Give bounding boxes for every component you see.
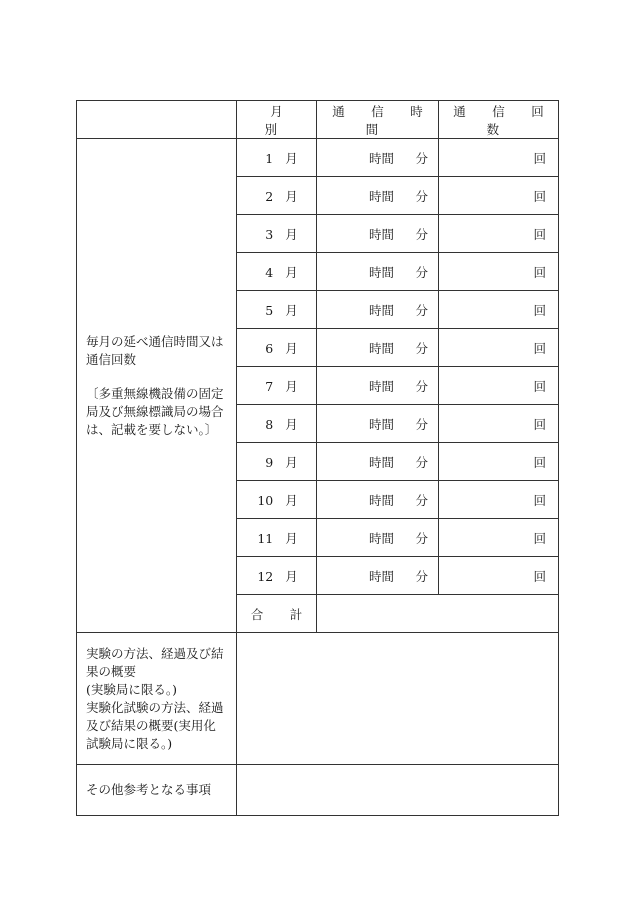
time-cell[interactable] (317, 177, 439, 215)
time-cell[interactable] (317, 557, 439, 595)
count-cell[interactable]: 回 (439, 481, 559, 519)
hours-unit: 時間 (368, 416, 394, 432)
month-cell (237, 481, 317, 519)
month-unit: 月 (285, 226, 298, 242)
header-time: 通 信 時 間 (317, 101, 439, 139)
month-unit: 月 (285, 302, 298, 318)
count-cell[interactable]: 回 (439, 329, 559, 367)
experiment-label-line1: 実験の方法、経過及び結果の概要 (86, 645, 224, 679)
month-cell (237, 215, 317, 253)
month-cell (237, 367, 317, 405)
minutes-unit: 分 (415, 188, 428, 204)
hours-unit: 時間 (368, 226, 394, 242)
time-cell[interactable] (317, 329, 439, 367)
month-unit: 月 (285, 568, 298, 584)
hours-unit: 時間 (368, 530, 394, 546)
minutes-unit: 分 (415, 530, 428, 546)
month-cell (237, 519, 317, 557)
minutes-unit: 分 (415, 226, 428, 242)
month-unit: 月 (285, 454, 298, 470)
count-cell[interactable]: 回 (439, 519, 559, 557)
header-count: 通 信 回 数 (439, 101, 559, 139)
minutes-unit: 分 (415, 302, 428, 318)
other-label: その他参考となる事項 (77, 765, 237, 816)
time-cell[interactable] (317, 139, 439, 177)
month-number: 12 (257, 568, 274, 584)
month-cell (237, 177, 317, 215)
month-unit: 月 (285, 150, 298, 166)
minutes-unit: 分 (415, 492, 428, 508)
header-month: 月 別 (237, 101, 317, 139)
hours-unit: 時間 (368, 188, 394, 204)
month-unit: 月 (285, 492, 298, 508)
month-unit: 月 (285, 530, 298, 546)
month-unit: 月 (285, 378, 298, 394)
month-unit: 月 (285, 416, 298, 432)
minutes-unit: 分 (415, 264, 428, 280)
monthly-communication-label (77, 139, 237, 633)
time-cell[interactable] (317, 481, 439, 519)
hours-unit: 時間 (368, 264, 394, 280)
hours-unit: 時間 (368, 568, 394, 584)
time-cell[interactable] (317, 519, 439, 557)
total-label: 合 計 (237, 595, 317, 633)
time-cell[interactable] (317, 291, 439, 329)
hours-unit: 時間 (368, 454, 394, 470)
other-row (77, 765, 559, 816)
month-number: 11 (257, 530, 274, 546)
count-cell[interactable]: 回 (439, 177, 559, 215)
month-number: 3 (265, 226, 274, 242)
count-cell[interactable]: 回 (439, 215, 559, 253)
time-cell[interactable] (317, 215, 439, 253)
count-cell[interactable]: 回 (439, 139, 559, 177)
month-number: 2 (265, 188, 274, 204)
month-cell (237, 443, 317, 481)
label-note-text: 〔多重無線機設備の固定局及び無線標識局の場合は、記載を要しない。〕 (86, 385, 224, 437)
hours-unit: 時間 (368, 150, 394, 166)
month-cell (237, 329, 317, 367)
month-row (77, 139, 559, 177)
minutes-unit: 分 (415, 454, 428, 470)
minutes-unit: 分 (415, 378, 428, 394)
header-row (77, 101, 559, 139)
experiment-label-line3: 実験化試験の方法、経過及び結果の概要(実用化試験局に限る。) (86, 699, 224, 751)
month-cell (237, 139, 317, 177)
label-main-text: 毎月の延べ通信時間又は通信回数 (86, 333, 224, 367)
experiment-label (77, 633, 237, 765)
minutes-unit: 分 (415, 416, 428, 432)
month-number: 1 (265, 150, 274, 166)
count-cell[interactable]: 回 (439, 405, 559, 443)
count-cell[interactable]: 回 (439, 557, 559, 595)
count-cell[interactable]: 回 (439, 253, 559, 291)
hours-unit: 時間 (368, 492, 394, 508)
experiment-value-cell[interactable] (237, 633, 559, 765)
month-number: 4 (265, 264, 274, 280)
month-number: 6 (265, 340, 274, 356)
month-number: 9 (265, 454, 274, 470)
count-cell[interactable]: 回 (439, 291, 559, 329)
time-cell[interactable] (317, 443, 439, 481)
experiment-row (77, 633, 559, 765)
month-number: 7 (265, 378, 274, 394)
time-cell[interactable] (317, 253, 439, 291)
time-cell[interactable] (317, 405, 439, 443)
month-cell (237, 405, 317, 443)
count-cell[interactable]: 回 (439, 443, 559, 481)
header-blank-cell (77, 101, 237, 139)
month-number: 8 (265, 416, 274, 432)
month-number: 5 (265, 302, 274, 318)
communication-record-form (76, 100, 559, 816)
hours-unit: 時間 (368, 340, 394, 356)
hours-unit: 時間 (368, 302, 394, 318)
hours-unit: 時間 (368, 378, 394, 394)
month-cell (237, 557, 317, 595)
total-value-cell[interactable] (317, 595, 559, 633)
minutes-unit: 分 (415, 568, 428, 584)
minutes-unit: 分 (415, 150, 428, 166)
month-unit: 月 (285, 264, 298, 280)
time-cell[interactable] (317, 367, 439, 405)
month-cell (237, 291, 317, 329)
month-unit: 月 (285, 188, 298, 204)
month-cell (237, 253, 317, 291)
count-cell[interactable]: 回 (439, 367, 559, 405)
month-number: 10 (257, 492, 274, 508)
minutes-unit: 分 (415, 340, 428, 356)
other-value-cell[interactable] (237, 765, 559, 816)
month-unit: 月 (285, 340, 298, 356)
experiment-label-line2: (実験局に限る。) (86, 681, 178, 697)
